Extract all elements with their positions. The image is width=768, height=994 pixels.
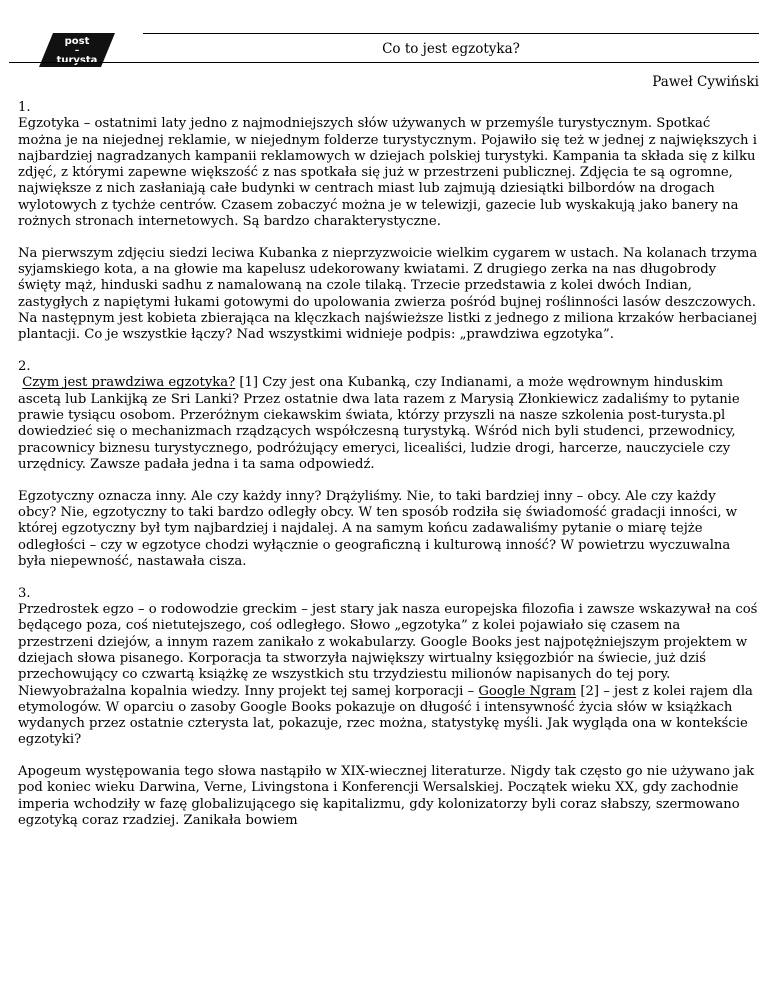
paragraph: Apogeum występowania tego słowa nastąpiło w XIX-wiecznej literaturze. Nigdy tak często go nie używano jak pod koniec wieku Darwina, Verne, Livingstona i Konferencji Wersalskiej. Początek wieku XX, gdy zachodnie imperia wchodziły w fazę globalizującego się kapitalizmu, gdy kolonizatorzy byli coraz słabszy, szermowano egzotyką coraz rzadziej. Zanikała bowiem — [18, 764, 755, 829]
author-name: Paweł Cywiński — [652, 74, 759, 90]
section-1 — [18, 100, 758, 344]
paragraph-text: [1] Czy jest ona Kubanką, czy Indianami, a może wędrownym hinduskim ascetą lub Lankijką ze Sri Lanki? Przez ostatnie dwa lata razem z Marysią Złonkiewicz zadaliśmy to pytanie prawie tysiącu osobom. Przeróżnym ciekawskim świata, którzy przyszli na nasze szkolenia post-turysta.pl dowiedzieć się o mechanizmach rządzących współczesną turystyką. Wśród nich byli studenci, przewodnicy, pracownicy biznesu turystycznego, podróżujący emeryci, licealiści, ludzie drogi, harcerze, nauczyciele czy urzędnicy. Zawsze padała jedna i ta sama odpowiedź. — [18, 375, 740, 472]
paragraph — [18, 602, 758, 749]
paragraph — [18, 375, 758, 473]
paragraph: Na pierwszym zdjęciu siedzi leciwa Kubanka z nieprzyzwoicie wielkim cygarem w ustach. Na kolanach trzyma syjamskiego kota, a na głowie ma kapelusz udekorowany kwiatami. Z drugiego zerka na nas długobrody święty mąż, hinduski sadhu z namalowaną na czole tilaką. Trzecie przedstawia z kolei dwóch Indian, zastygłych z napiętymi łukami gotowymi do upolowania zwierza pośród bujnej roślinności lasów deszczowych. Na następnym jest kobieta zbierająca na klęczkach najświeższe listki z jednego z miliona krzaków herbacianej plantacji. Co je wszystkie łączy? Nad wszystkimi widnieje podpis: „prawdziwa egzotyka”. — [18, 245, 758, 343]
section-number: 2. — [18, 359, 31, 375]
article-body — [18, 100, 758, 845]
paragraph-text: [2] – jest z kolei rajem dla etymologów. W oparciu o zasoby Google Books pokazuje on długość i intensywność życia słów w książkach wydanych przez ostatnie czterysta lat, pokazuje, rzec można, statystykę myśli. Jak wygląda ona w kontekście egzotyki? — [18, 683, 753, 748]
paragraph-text: Przedrostek egzo – o rodowodzie greckim – jest stary jak nasza europejska filozofia i zawsze wskazywał na coś będącego poza, coś nietutejszego, coś odległego. Słowo „egzotyka” z kolei pojawiało się czasem na przestrzeni dziejów, a innym razem zanikało z wokabularzy. Google Books jest najpotężniejszym projektem w dziejach słowa pisanego. Korporacja ta stworzyła największy wirtualny księgozbiór na świecie, już dziś przechowujący co czwartą książkę ze wszystkich stu trzydziestu milionów napisanych do tej pory. Niewyobrażalna kopalnia wiedzy. Inny projekt tej samej korporacji – — [18, 602, 758, 699]
section-3 — [18, 586, 758, 830]
page-title: Co to jest egzotyka? — [382, 41, 520, 57]
section-number: 3. — [18, 585, 31, 601]
logo-line-3: turysta — [56, 55, 98, 66]
link-google-ngram[interactable]: Google Ngram — [478, 683, 577, 699]
paragraph: Egzotyczny oznacza inny. Ale czy każdy inny? Drążyliśmy. Nie, to taki bardziej inny – obcy. Ale czy każdy obcy? Nie, egzotyczny to taki bardzo odległy obcy. W ten sposób rodziła się świadomość gradacji inności, w której egzotyczny był tym najbardziej i najdalej. A na samym końcu zadawaliśmy pytanie o miarę tejże odległości – czy w egzotyce chodzi wyłącznie o geograficzną i kulturową inność? W powietrzu wyczuwalna była niepewność, nastawała cisza. — [18, 488, 737, 569]
section-2 — [18, 359, 758, 570]
logo-line-2: – — [74, 46, 80, 56]
header-bottom-rule — [9, 62, 759, 63]
link-czym-jest-prawdziwa-egzotyka[interactable]: Czym jest prawdziwa egzotyka? — [22, 375, 236, 391]
header-top-rule — [143, 33, 759, 34]
paragraph: Egzotyka – ostatnimi laty jedno z najmodniejszych słów używanych w przemyśle turystycznym. Spotkać można je na niejednej reklamie, w niejednym folderze turystycznym. Pojawiło się też w jednej z największych i najbardziej nagradzanych kampanii reklamowych w dziejach polskiej turystyki. Kampania ta składa się z kilku zdjęć, z którymi zapewne większość z nas spotkała się już w przestrzeni publicznej. Zdjęcia te są ogromne, największe z nich zasłaniają całe budynki w centrach miast lub zajmują dziesiątki bilbordów na drogach wylotowych z tychże centrów. Czasem zobaczyć można je w telewizji, gazecie lub wyskakują jako banery na rożnych stronach internetowych. Są bardzo charakterystyczne. — [18, 116, 757, 230]
section-number: 1. — [18, 100, 31, 115]
logo-line-1: post — [64, 36, 90, 47]
